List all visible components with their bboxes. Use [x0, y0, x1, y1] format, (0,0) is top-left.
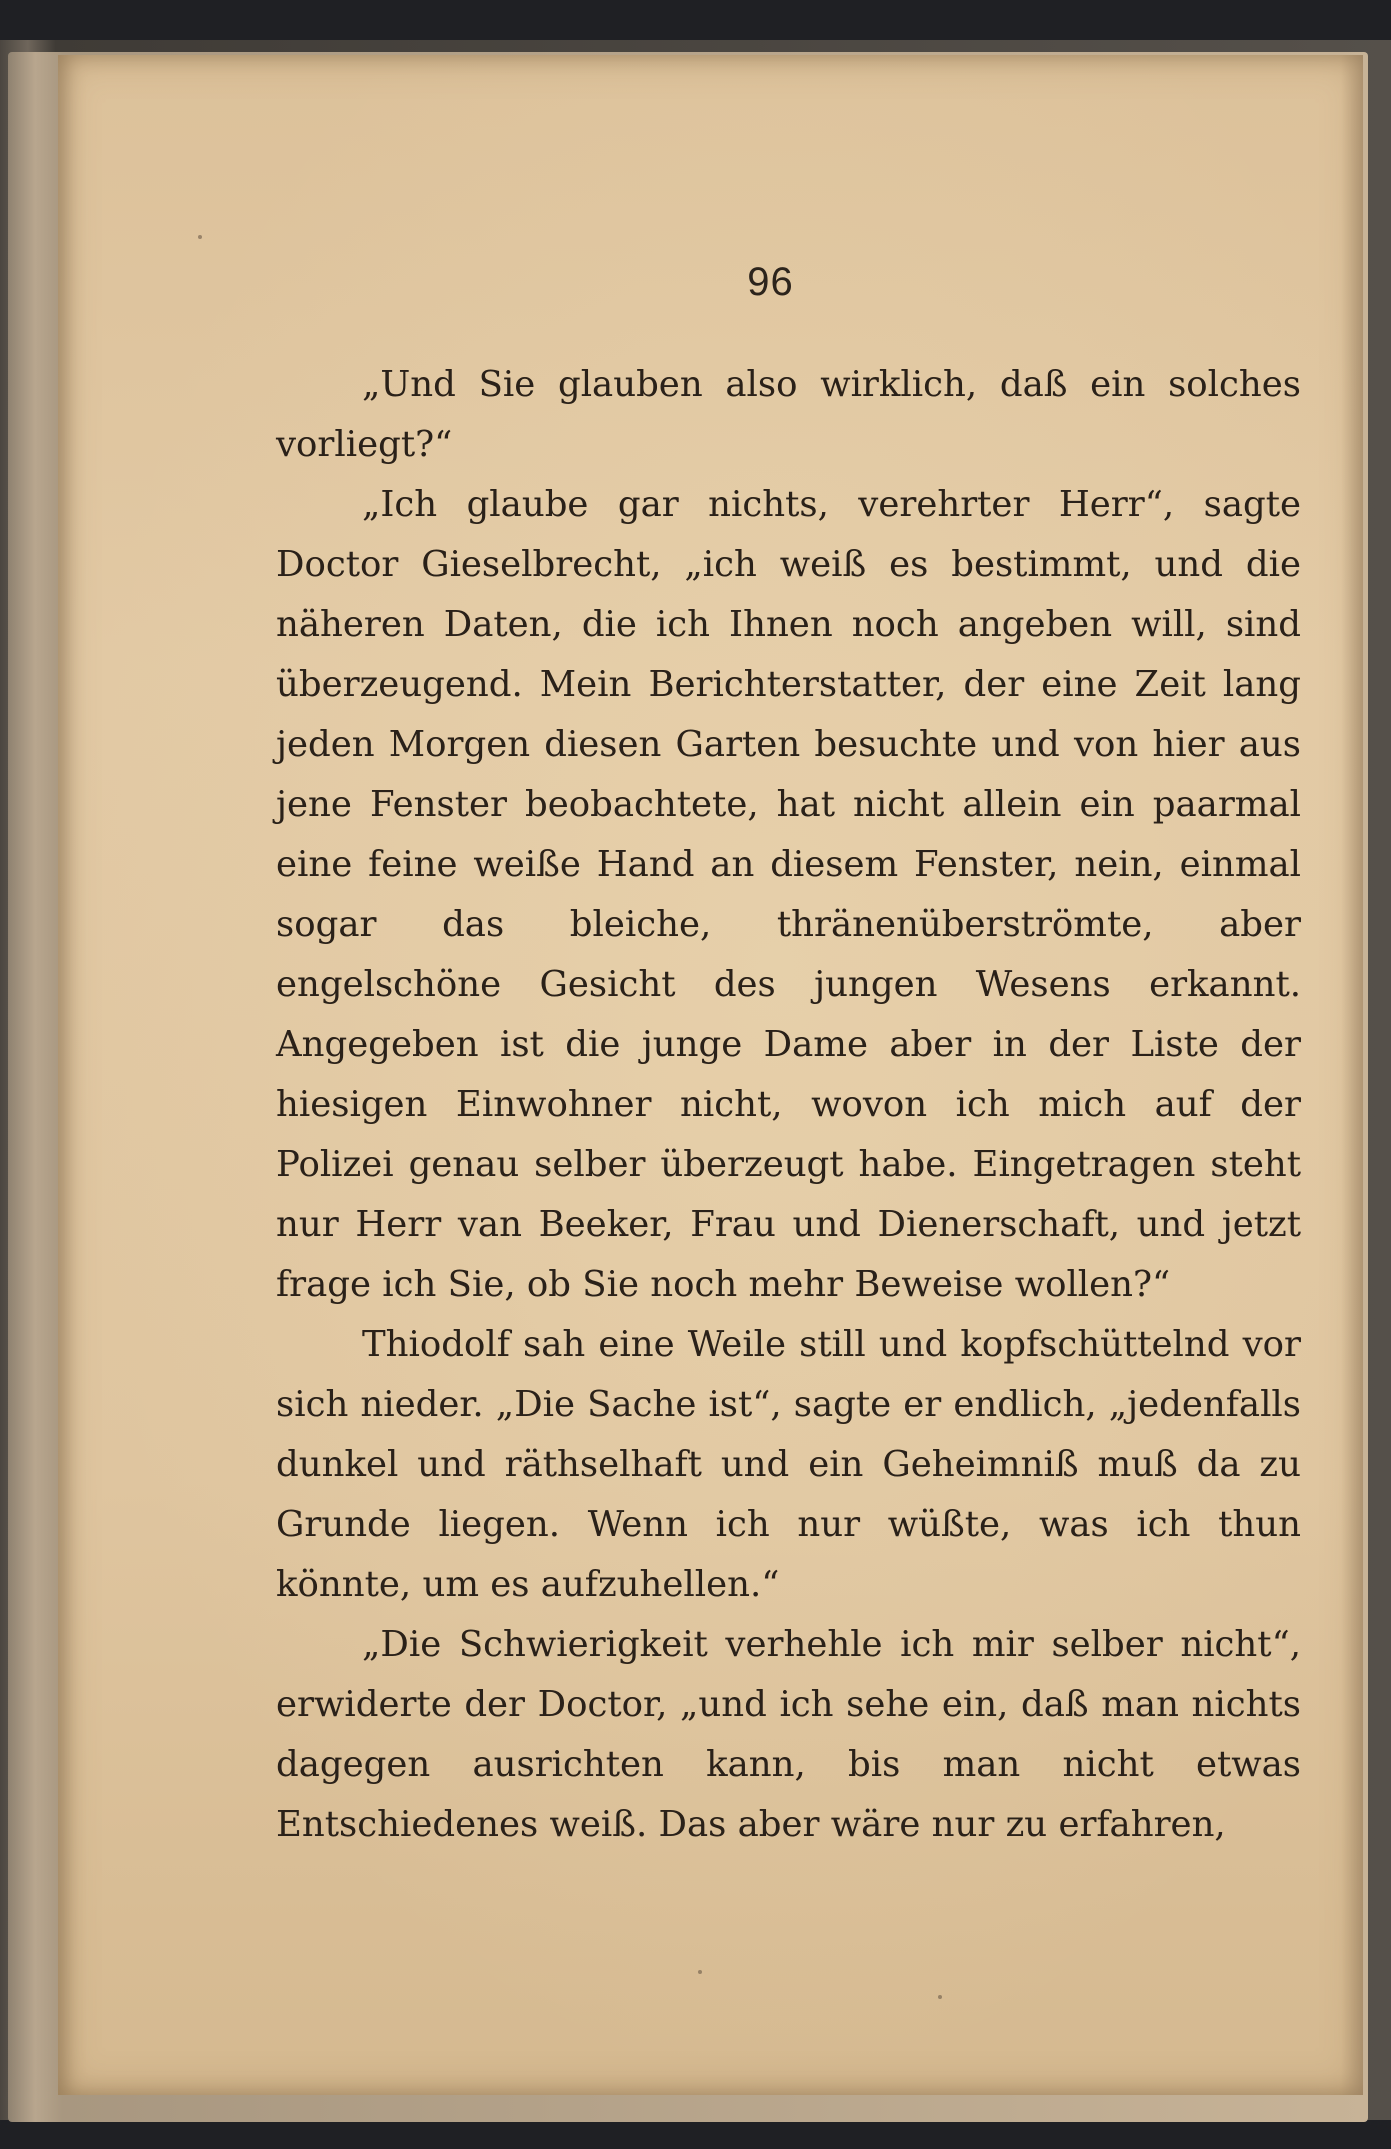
paper-speck [698, 1970, 702, 1974]
book-page [58, 55, 1363, 2095]
paragraph-4: „Die Schwierigkeit verhehle ich mir selber nicht“, erwiderte der Doctor, „und ich sehe ein, daß man nichts dagegen ausrichten kann, bis man nicht etwas Entschiedenes weiß. Das aber wäre nur zu erfahren, [276, 1624, 1301, 1845]
body-text [276, 355, 1301, 1855]
page-edge-shadow [1341, 55, 1363, 2095]
page-number: 96 [747, 260, 794, 304]
paragraph-2: „Ich glaube gar nichts, verehrter Herr“, sagte Doctor Gieselbrecht, „ich weiß es bestimmt, und die näheren Daten, die ich Ihnen noch angeben will, sind überzeugend. Mein Berichterstatter, der eine Zeit lang jeden Morgen diesen Garten besuchte und von hier aus jene Fenster beobachtete, hat nicht allein ein paarmal eine feine weiße Hand an diesem Fenster, nein, einmal sogar das bleiche, thränenüberströmte, aber engelschöne Gesicht des jungen Wesens erkannt. Angegeben ist die junge Dame aber in der Liste der hiesigen Einwohner nicht, wovon ich mich auf der Polizei genau selber überzeugt habe. Eingetragen steht nur Herr van Beeker, Frau und Dienerschaft, und jetzt frage ich Sie, ob Sie noch mehr Beweise wollen?“ [276, 484, 1301, 1305]
paragraph-3: Thiodolf sah eine Weile still und kopfschüttelnd vor sich nieder. „Die Sache ist“, sagte er endlich, „jedenfalls dunkel und räthselhaft und ein Geheimniß muß da zu Grunde liegen. Wenn ich nur wüßte, was ich thun könnte, um es aufzuhellen.“ [276, 1324, 1301, 1605]
paper-speck [938, 1995, 942, 1999]
paper-speck [198, 235, 202, 239]
paragraph-1: „Und Sie glauben also wirklich, daß ein solches vorliegt?“ [276, 364, 1301, 465]
